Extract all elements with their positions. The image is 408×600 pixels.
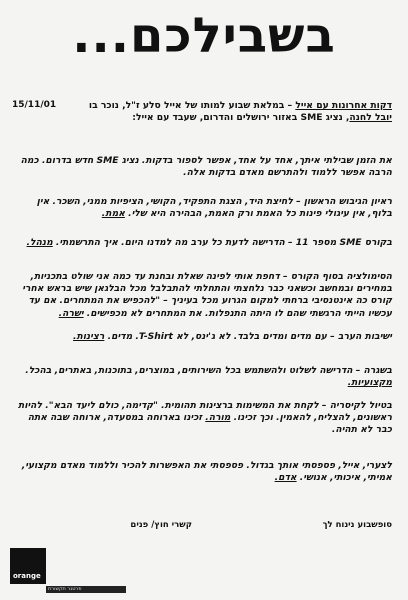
paragraph-5-text: ישיבות הערב – עם מדים ומדים בלבד. לא ג'ינס, לא T-Shirt. מדים. — [107, 331, 392, 342]
intro-paragraph — [12, 100, 392, 124]
paragraph-7 — [12, 400, 392, 437]
intro-line-2-rest: , נציג SME באזור ירושלים והדרום, שעבד עם אייל: — [132, 112, 350, 124]
paragraph-1-text: את הזמן שבילתי איתך, אחד על אחד, אפשר לספור בדקות. נציג SME חדש בדרום. כמה הרבה אפשר ללמוד ולהתרשם מאדם בדקות אלה. — [20, 155, 392, 179]
paragraph-6-keyword: מקצועיות. — [347, 377, 392, 389]
paragraph-7-tail: זכינו בארוחה במסעדה, ארוחה שבה אתה כבר לא תהיה. — [27, 412, 392, 436]
date-label: 15/11/01 — [12, 100, 57, 110]
paragraph-2 — [12, 196, 392, 220]
paragraph-1 — [12, 155, 392, 179]
paragraph-2-keyword: אמת. — [101, 208, 125, 220]
paragraph-4 — [12, 271, 392, 320]
signature-department: קשרי חוץ/ פנים — [130, 520, 192, 530]
paragraph-8-keyword: אדם. — [274, 472, 297, 484]
intro-line-2 — [12, 112, 392, 124]
paragraph-5-keyword: רצינות. — [73, 331, 105, 342]
orange-logo — [10, 548, 46, 584]
intro-heading: דקות אחרונות עם אייל — [295, 100, 392, 111]
paragraph-4-text: הסימולציה בסוף הקורס – דחפת אותי לפינה שאלת ובחנת עד כמה אני שולט בתכניות, במחירים ובמחשב וכשאני כבר נלחצתי והתחלתי להתבלבל מכל הבלגאן שיש בראש אחרי קורס כה אינטנסיבי ברחתי למקום הגרוע מכל בעיניך – "להכפיש את המתחרים. אם עד עכשיו הייתי הרגשתי שהם לו היתה התנפלות. את המתחרים לא מכפישים. — [22, 271, 392, 319]
paragraph-3-keyword: מנהל. — [26, 237, 53, 248]
page-title: בשבילכם... — [72, 8, 336, 64]
intro-line-1-rest: – במלאת שבוע למותו של אייל סלע ז"ל, נוכר בו — [88, 100, 296, 111]
paragraph-5 — [12, 331, 392, 343]
paragraph-2-text: ראיון הגיבוש הראשון – לחיצת היד, הצגת התפקיד, הקושי, הציפיות ממני, השכר. אין בלוף, אין עיגולי פינות כל האמת ורק האמת, הבהירה היא שלי. — [36, 196, 392, 220]
paragraph-3 — [12, 237, 392, 249]
paragraph-8 — [12, 460, 392, 484]
intro-line-1 — [12, 100, 392, 112]
logo-brand-text: orange — [13, 572, 41, 580]
paragraph-4-keyword: ישרה. — [58, 307, 84, 319]
paragraph-7-keyword: מורה. — [205, 412, 231, 424]
paragraph-3-text: בקורס SME מספר 11 – הדרישה לדעת כל ערב מה למדנו היום. איך התרשמתי. — [55, 237, 392, 248]
paragraph-6 — [12, 365, 392, 389]
signature-closing: סופשבוע נינוח לך — [322, 520, 392, 530]
intro-name: יובל לחנה — [349, 112, 392, 124]
paragraph-6-text: בשגרה – הדרישה לשלוט ולהשתמש בכל השירותים, במוצרים, בתוכנות, באתרים, בהכל. — [25, 365, 392, 376]
paragraph-7-text: בטיול לקיסריה – לקחת את המשימות ברצינות תהומית. "קדימה, כולם ליעד הבא". להיות ראשונים, להצליח, להאמין. וכך זכינו. — [18, 400, 392, 424]
paragraph-8-text: לצערי, אייל, פספסתי אותך בגדול. פספסתי את האפשרות להכיר וללמוד מאדם מקצועי, אמיתי, איכותי, אנושי. — [21, 460, 392, 484]
logo-tagline: פרטנר תקשורת — [48, 586, 82, 592]
